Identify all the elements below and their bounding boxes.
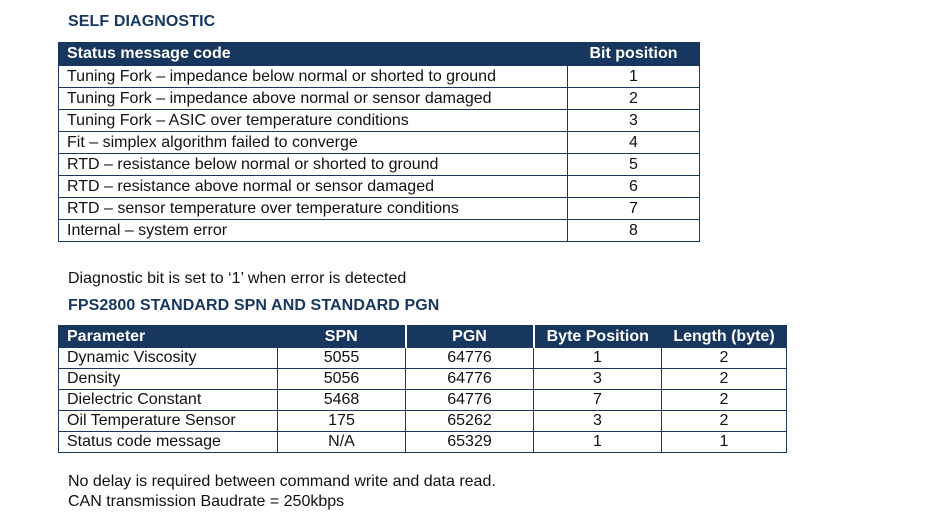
- column-header-parameter: Parameter: [59, 326, 278, 348]
- table-cell: RTD – resistance above normal or sensor damaged: [59, 176, 568, 198]
- table-cell: Internal – system error: [59, 220, 568, 242]
- table-cell: 6: [568, 176, 700, 198]
- table-cell: 5055: [278, 348, 406, 369]
- command-delay-note: No delay is required between command write and data read.: [68, 473, 496, 490]
- table-row: [59, 348, 787, 369]
- table-cell: Density: [59, 369, 278, 390]
- table-cell: 65329: [406, 432, 534, 453]
- table-header-row: [59, 326, 787, 348]
- table-cell: 1: [534, 432, 662, 453]
- table-row: [59, 154, 700, 176]
- table-cell: RTD – sensor temperature over temperature conditions: [59, 198, 568, 220]
- table-cell: 175: [278, 411, 406, 432]
- table-cell: Dielectric Constant: [59, 390, 278, 411]
- table-cell: Tuning Fork – impedance below normal or shorted to ground: [59, 66, 568, 88]
- table-row: [59, 110, 700, 132]
- table-cell: 3: [568, 110, 700, 132]
- table-cell: Fit – simplex algorithm failed to converge: [59, 132, 568, 154]
- table-cell: 65262: [406, 411, 534, 432]
- table-cell: 7: [568, 198, 700, 220]
- table-cell: 2: [662, 390, 787, 411]
- table-cell: 7: [534, 390, 662, 411]
- table-cell: 2: [662, 411, 787, 432]
- column-header-pgn: PGN: [406, 326, 534, 348]
- table-cell: Tuning Fork – impedance above normal or sensor damaged: [59, 88, 568, 110]
- table-row: [59, 88, 700, 110]
- table-cell: 1: [662, 432, 787, 453]
- table-cell: Dynamic Viscosity: [59, 348, 278, 369]
- table-cell: 1: [568, 66, 700, 88]
- diagnostic-bit-note: Diagnostic bit is set to ‘1’ when error is detected: [68, 270, 407, 287]
- table-header-row: [59, 43, 700, 66]
- table-row: [59, 369, 787, 390]
- self-diagnostic-heading: SELF DIAGNOSTIC: [68, 13, 216, 30]
- standard-spn-pgn-table: [58, 325, 787, 453]
- table-cell: 64776: [406, 348, 534, 369]
- table-cell: 64776: [406, 369, 534, 390]
- table-row: [59, 390, 787, 411]
- table-row: [59, 66, 700, 88]
- table-row: [59, 132, 700, 154]
- column-header-spn: SPN: [278, 326, 406, 348]
- table-row: [59, 198, 700, 220]
- table-cell: 2: [662, 348, 787, 369]
- table-cell: 8: [568, 220, 700, 242]
- table-cell: 2: [662, 369, 787, 390]
- column-header-status-message-code: Status message code: [59, 43, 568, 66]
- table-cell: 4: [568, 132, 700, 154]
- table-cell: 5056: [278, 369, 406, 390]
- table-cell: 2: [568, 88, 700, 110]
- column-header-bit-position: Bit position: [568, 43, 700, 66]
- table-cell: RTD – resistance below normal or shorted to ground: [59, 154, 568, 176]
- table-row: [59, 432, 787, 453]
- table-row: [59, 176, 700, 198]
- column-header-byte-position: Byte Position: [534, 326, 662, 348]
- table-row: [59, 220, 700, 242]
- table-cell: 1: [534, 348, 662, 369]
- can-baudrate-note: CAN transmission Baudrate = 250kbps: [68, 493, 345, 510]
- column-header-length-byte: Length (byte): [662, 326, 787, 348]
- table-cell: 5: [568, 154, 700, 176]
- table-cell: Oil Temperature Sensor: [59, 411, 278, 432]
- table-cell: Tuning Fork – ASIC over temperature conditions: [59, 110, 568, 132]
- self-diagnostic-table: [58, 42, 700, 242]
- table-row: [59, 411, 787, 432]
- table-cell: 64776: [406, 390, 534, 411]
- table-cell: Status code message: [59, 432, 278, 453]
- table-cell: 3: [534, 369, 662, 390]
- table-cell: N/A: [278, 432, 406, 453]
- table-cell: 3: [534, 411, 662, 432]
- table-cell: 5468: [278, 390, 406, 411]
- standard-spn-heading: FPS2800 STANDARD SPN AND STANDARD PGN: [68, 297, 440, 314]
